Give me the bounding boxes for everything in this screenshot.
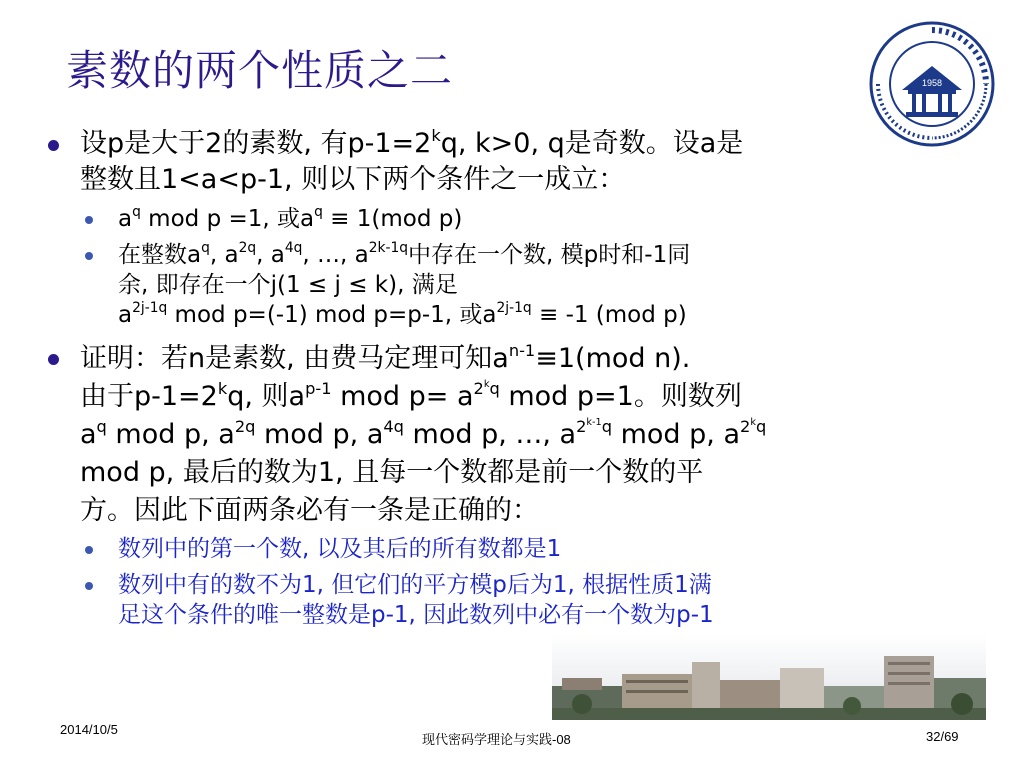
bullet-dot: [48, 354, 59, 365]
sub-bullet-dot: [85, 252, 93, 260]
bullet-dot: [48, 140, 59, 151]
bullet-line: $a^{2j-1q}$ mod p=(-1) mod p=p-1, 或$a^{2j-1q} \equiv -1$ (mod p): [118, 300, 687, 328]
bullet-line: 证明：若n是素数, 由费马定理可知$a^{n-1}\equiv 1(mod$ n).: [80, 340, 691, 374]
bullet-line: 数列中的第一个数, 以及其后的所有数都是1: [118, 536, 562, 562]
slide-title: 素数的两个性质之二: [66, 46, 454, 95]
bullet-line: 整数且1<a<p-1, 则以下两个条件之一成立：: [80, 164, 626, 195]
bullet-line: 方。因此下面两条必有一条是正确的：: [80, 495, 539, 526]
bullet-line: $a^q$ mod p, $a^{2q}$ mod p, $a^{4q}$ mod p, …, $a^{2^{k-1}q}$ mod p, $a^{2^kq}$: [80, 416, 767, 450]
bullet-line: 由于$p-1=2^kq$, 则$a^{p-1}$ mod $p= a^{2^kq}$ mod p=1。则数列: [80, 378, 742, 412]
sub-bullet-condition-2: [40, 240, 940, 330]
footer-page-number: 32/69: [926, 729, 959, 744]
bullet-line: 余, 即存在一个j(1 ≤ j ≤ k), 满足: [118, 272, 458, 298]
footer-course: 现代密码学理论与实践-08: [422, 732, 571, 747]
sub-bullet-dot: [85, 216, 93, 224]
bullet-line: 数列中有的数不为1, 但它们的平方模p后为1, 根据性质1满: [118, 572, 712, 598]
sub-bullet-condition-1: [40, 204, 940, 234]
bullet-definition: [40, 126, 940, 198]
campus-photo: [552, 634, 986, 720]
footer-date: 2014/10/5: [60, 722, 118, 737]
logo-year: 1958: [921, 78, 943, 88]
sub-bullet-case-1: [40, 534, 940, 564]
slide-body: [40, 126, 940, 630]
bullet-line: mod p, 最后的数为1, 且每一个数都是前一个数的平: [80, 457, 704, 488]
bullet-line: $a^q$ mod p =1, 或$a^q \equiv 1(mod$ p): [118, 204, 463, 232]
bullet-proof: [40, 340, 940, 530]
bullet-line: 在整数$a^q$, $a^{2q}$, $a^{4q}$, …, $a^{2k-1q}$中存在一个数, 模p时和-1同: [118, 240, 691, 268]
sub-bullet-dot: [85, 582, 93, 590]
bullet-line: 足这个条件的唯一整数是p-1, 因此数列中必有一个数为p-1: [118, 602, 714, 628]
sub-bullet-case-2: [40, 570, 940, 630]
bullet-line: 设p是大于2的素数, 有$p-1=2^kq$, k>0, q是奇数。设a是: [80, 125, 744, 159]
sub-bullet-dot: [85, 546, 93, 554]
